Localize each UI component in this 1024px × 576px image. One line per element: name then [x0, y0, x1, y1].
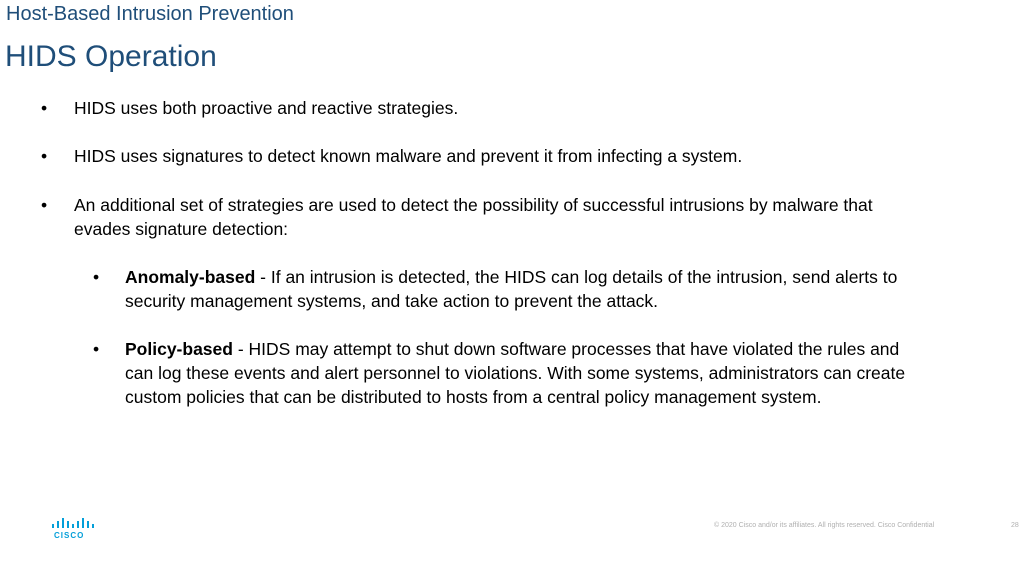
sub-bullet-description: - HIDS may attempt to shut down software processes that have violated the rules and can log these events and alert personnel to violations. With some systems, administrators can create custom policies that can be distributed to hosts from a central policy management system.	[125, 339, 906, 407]
page-number: 28	[1011, 522, 1019, 529]
cisco-logo-text: CISCO	[54, 531, 85, 540]
bullet-dot-icon: •	[93, 339, 100, 359]
footer-copyright: © 2020 Cisco and/or its affiliates. All rights reserved. Cisco Confidential	[714, 522, 935, 529]
bullet-dot-icon: •	[41, 98, 48, 118]
sub-bullet-term: Anomaly-based	[125, 267, 256, 287]
sub-bullet-term: Policy-based	[125, 339, 233, 359]
bullet-dot-icon: •	[41, 195, 48, 215]
slide-title: HIDS Operation	[5, 40, 217, 73]
bullet-text: HIDS uses both proactive and reactive strategies.	[74, 98, 459, 118]
bullet-dot-icon: •	[93, 267, 100, 287]
sub-bullet-text	[125, 337, 925, 409]
bullet-text: An additional set of strategies are used to detect the possibility of successful intrusions by malware that evades signature detection:	[74, 195, 873, 239]
section-title: Host-Based Intrusion Prevention	[6, 3, 294, 25]
bullet-dot-icon: •	[41, 146, 48, 166]
sub-bullet-description: - If an intrusion is detected, the HIDS can log details of the intrusion, send alerts to security management systems, and take action to prevent the attack.	[125, 267, 898, 311]
sub-bullet-text	[125, 265, 935, 313]
bullet-text: HIDS uses signatures to detect known malware and prevent it from infecting a system.	[74, 146, 743, 166]
